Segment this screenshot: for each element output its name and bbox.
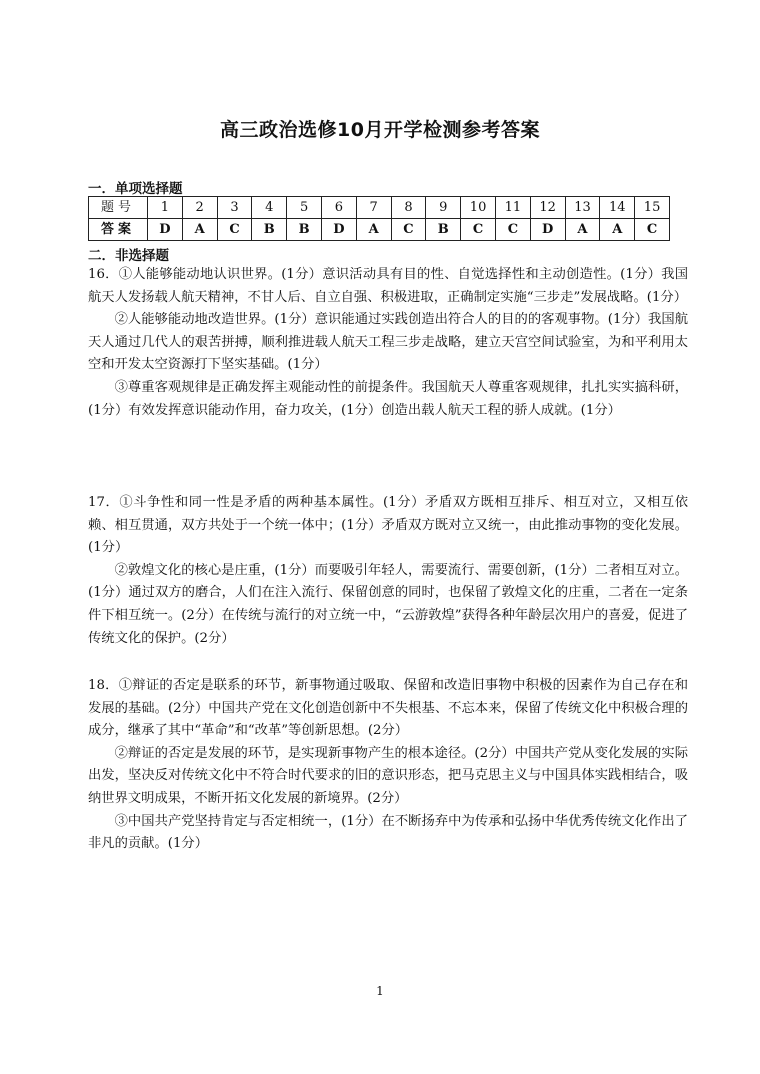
page-number: 1 — [376, 984, 384, 998]
answer-cell: B — [252, 219, 287, 241]
q16-paragraph-2: ②人能够能动地改造世界。(1分）意识能通过实践创造出符合人的目的的客观事物。(1分）我国航天人通过几代人的艰苦拼搏，顺利推进载人航天工程三步走战略，建立天宫空间试验室，为和平利用太空和开发太空资源打下坚实基础。(1分） — [88, 312, 688, 373]
answer-cell: A — [356, 219, 391, 241]
q18-paragraph-1: 18．①辩证的否定是联系的环节，新事物通过吸取、保留和改造旧事物中积极的因素作为自己存在和发展的基础。(2分）中国共产党在文化创造创新中不失根基、不忘本来，保留了传统文化中积极合理的成分，继承了其中“革命”和“改革”等创新思想。(2分） — [88, 678, 688, 739]
question-18-answer — [88, 675, 688, 856]
question-number-row — [89, 197, 670, 219]
row-label-answer: 答案 — [89, 219, 148, 241]
q16-paragraph-3: ③尊重客观规律是正确发挥主观能动性的前提条件。我国航天人尊重客观规律，扎扎实实搞科研，(1分）有效发挥意识能动作用，奋力攻关，(1分）创造出载人航天工程的骄人成就。(1分） — [88, 379, 688, 418]
question-number-cell: 5 — [287, 197, 322, 219]
question-number-cell: 1 — [148, 197, 183, 219]
section-heading-non-choice: 二．非选择题 — [88, 248, 169, 264]
section-heading-single-choice: 一．单项选择题 — [88, 181, 183, 197]
q16-paragraph-1: 16．①人能够能动地认识世界。(1分）意识活动具有目的性、自觉选择性和主动创造性。(1分）我国航天人发扬载人航天精神，不甘人后、自立自强、积极进取，正确制定实施“三步走”发展战略。(1分） — [88, 267, 688, 305]
question-number-cell: 7 — [356, 197, 391, 219]
page-title: 高三政治选修10月开学检测参考答案 — [220, 119, 540, 141]
question-number-cell: 2 — [182, 197, 217, 219]
question-number-cell: 3 — [217, 197, 252, 219]
question-number-cell: 13 — [565, 197, 600, 219]
q18-paragraph-3: ③中国共产党坚持肯定与否定相统一，(1分）在不断扬弃中为传承和弘扬中华优秀传统文化作出了非凡的贡献。(1分） — [88, 813, 688, 852]
answer-cell: A — [565, 219, 600, 241]
answer-cell: D — [530, 219, 565, 241]
q18-paragraph-2: ②辩证的否定是发展的环节，是实现新事物产生的根本途径。(2分）中国共产党从变化发展的实际出发，坚决反对传统文化中不符合时代要求的旧的意识形态，把马克思主义与中国具体实践相结合，吸纳世界文明成果，不断开拓文化发展的新境界。(2分） — [88, 745, 688, 806]
question-number-cell: 9 — [426, 197, 461, 219]
question-number-cell: 8 — [391, 197, 426, 219]
q17-paragraph-2: ②敦煌文化的核心是庄重，(1分）而要吸引年轻人，需要流行、需要创新，(1分）二者相互对立。(1分）通过双方的磨合，人们在注入流行、保留创意的同时，也保留了敦煌文化的庄重，二者在一定条件下相互统一。(2分）在传统与流行的对立统一中，“云游敦煌”获得各种年龄层次用户的喜爱，促进了传统文化的保护。(2分） — [88, 562, 688, 646]
row-label-number: 题号 — [89, 197, 148, 219]
answer-cell: B — [287, 219, 322, 241]
question-number-cell: 12 — [530, 197, 565, 219]
answer-cell: A — [600, 219, 635, 241]
question-number-cell: 14 — [600, 197, 635, 219]
answer-cell: D — [321, 219, 356, 241]
answer-cell: A — [182, 219, 217, 241]
question-number-cell: 4 — [252, 197, 287, 219]
answer-cell: D — [148, 219, 183, 241]
answer-cell: C — [635, 219, 670, 241]
question-16-answer — [88, 264, 688, 422]
question-number-cell: 11 — [495, 197, 530, 219]
answer-cell: C — [495, 219, 530, 241]
question-number-cell: 10 — [461, 197, 496, 219]
answer-cell: C — [461, 219, 496, 241]
question-number-cell: 15 — [635, 197, 670, 219]
q17-paragraph-1: 17．①斗争性和同一性是矛盾的两种基本属性。(1分）矛盾双方既相互排斥、相互对立，又相互依赖、相互贯通，双方共处于一个统一体中；(1分）矛盾双方既对立又统一，由此推动事物的变化发展。(1分） — [88, 495, 688, 556]
question-17-answer — [88, 492, 688, 650]
answer-table — [88, 196, 670, 241]
answer-cell: B — [426, 219, 461, 241]
answer-cell: C — [217, 219, 252, 241]
question-number-cell: 6 — [321, 197, 356, 219]
answer-row — [89, 219, 670, 241]
answer-cell: C — [391, 219, 426, 241]
